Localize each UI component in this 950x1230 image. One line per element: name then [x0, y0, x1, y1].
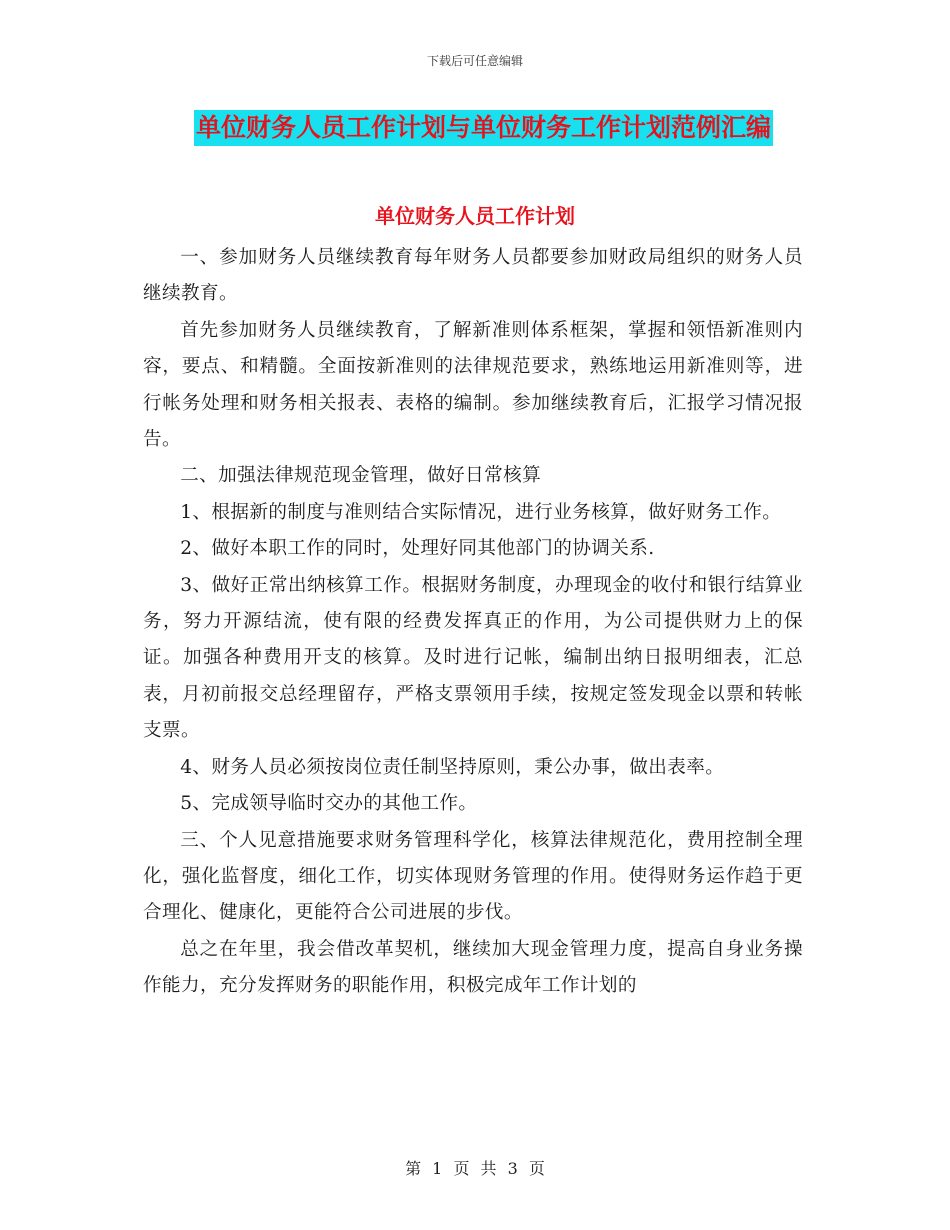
- section-title: 单位财务人员工作计划: [375, 204, 575, 228]
- paragraph-5: 2、做好本职工作的同时，处理好同其他部门的协调关系.: [180, 538, 655, 560]
- document-title: 单位财务人员工作计划与单位财务工作计划范例汇编: [194, 110, 773, 146]
- paragraph-7: 4、财务人员必须按岗位责任制坚持原则，秉公办事，做出表率。: [180, 756, 725, 778]
- document-body: [143, 240, 803, 1005]
- paragraph-9: 三、个人见意措施要求财务管理科学化，核算法律规范化，费用控制全理化，强化监督度，细化工作，切实体现财务管理的作用。使得财务运作趋于更合理化、健康化，更能符合公司进展的步伐。: [143, 829, 803, 924]
- paragraph-4: 1、根据新的制度与准则结合实际情况，进行业务核算，做好财务工作。: [180, 501, 782, 523]
- paragraph-6: 3、做好正常出纳核算工作。根据财务制度，办理现金的收付和银行结算业务，努力开源结流，使有限的经费发挥真正的作用，为公司提供财力上的保证。加强各种费用开支的核算。及时进行记帐，编制出纳日报明细表，汇总表，月初前报交总经理留存，严格支票领用手续，按规定签发现金以票和转帐支票。: [143, 574, 803, 742]
- paragraph-10: 总之在年里，我会借改革契机，继续加大现金管理力度，提高自身业务操作能力，充分发挥财务的职能作用，积极完成年工作计划的: [143, 938, 803, 997]
- page-footer: 第 1 页 共 3 页: [405, 1159, 545, 1178]
- paragraph-1: 一、参加财务人员继续教育每年财务人员都要参加财政局组织的财务人员继续教育。: [143, 247, 803, 305]
- paragraph-8: 5、完成领导临时交办的其他工作。: [180, 793, 478, 815]
- paragraph-2: 首先参加财务人员继续教育，了解新准则体系框架，掌握和领悟新准则内容，要点、和精髓。全面按新准则的法律规范要求，熟练地运用新准则等，进行帐务处理和财务相关报表、表格的编制。参加继续教育后，汇报学习情况报告。: [143, 319, 803, 451]
- page-header-note: 下载后可任意编辑: [426, 54, 523, 68]
- paragraph-3: 二、加强法律规范现金管理，做好日常核算: [180, 465, 542, 487]
